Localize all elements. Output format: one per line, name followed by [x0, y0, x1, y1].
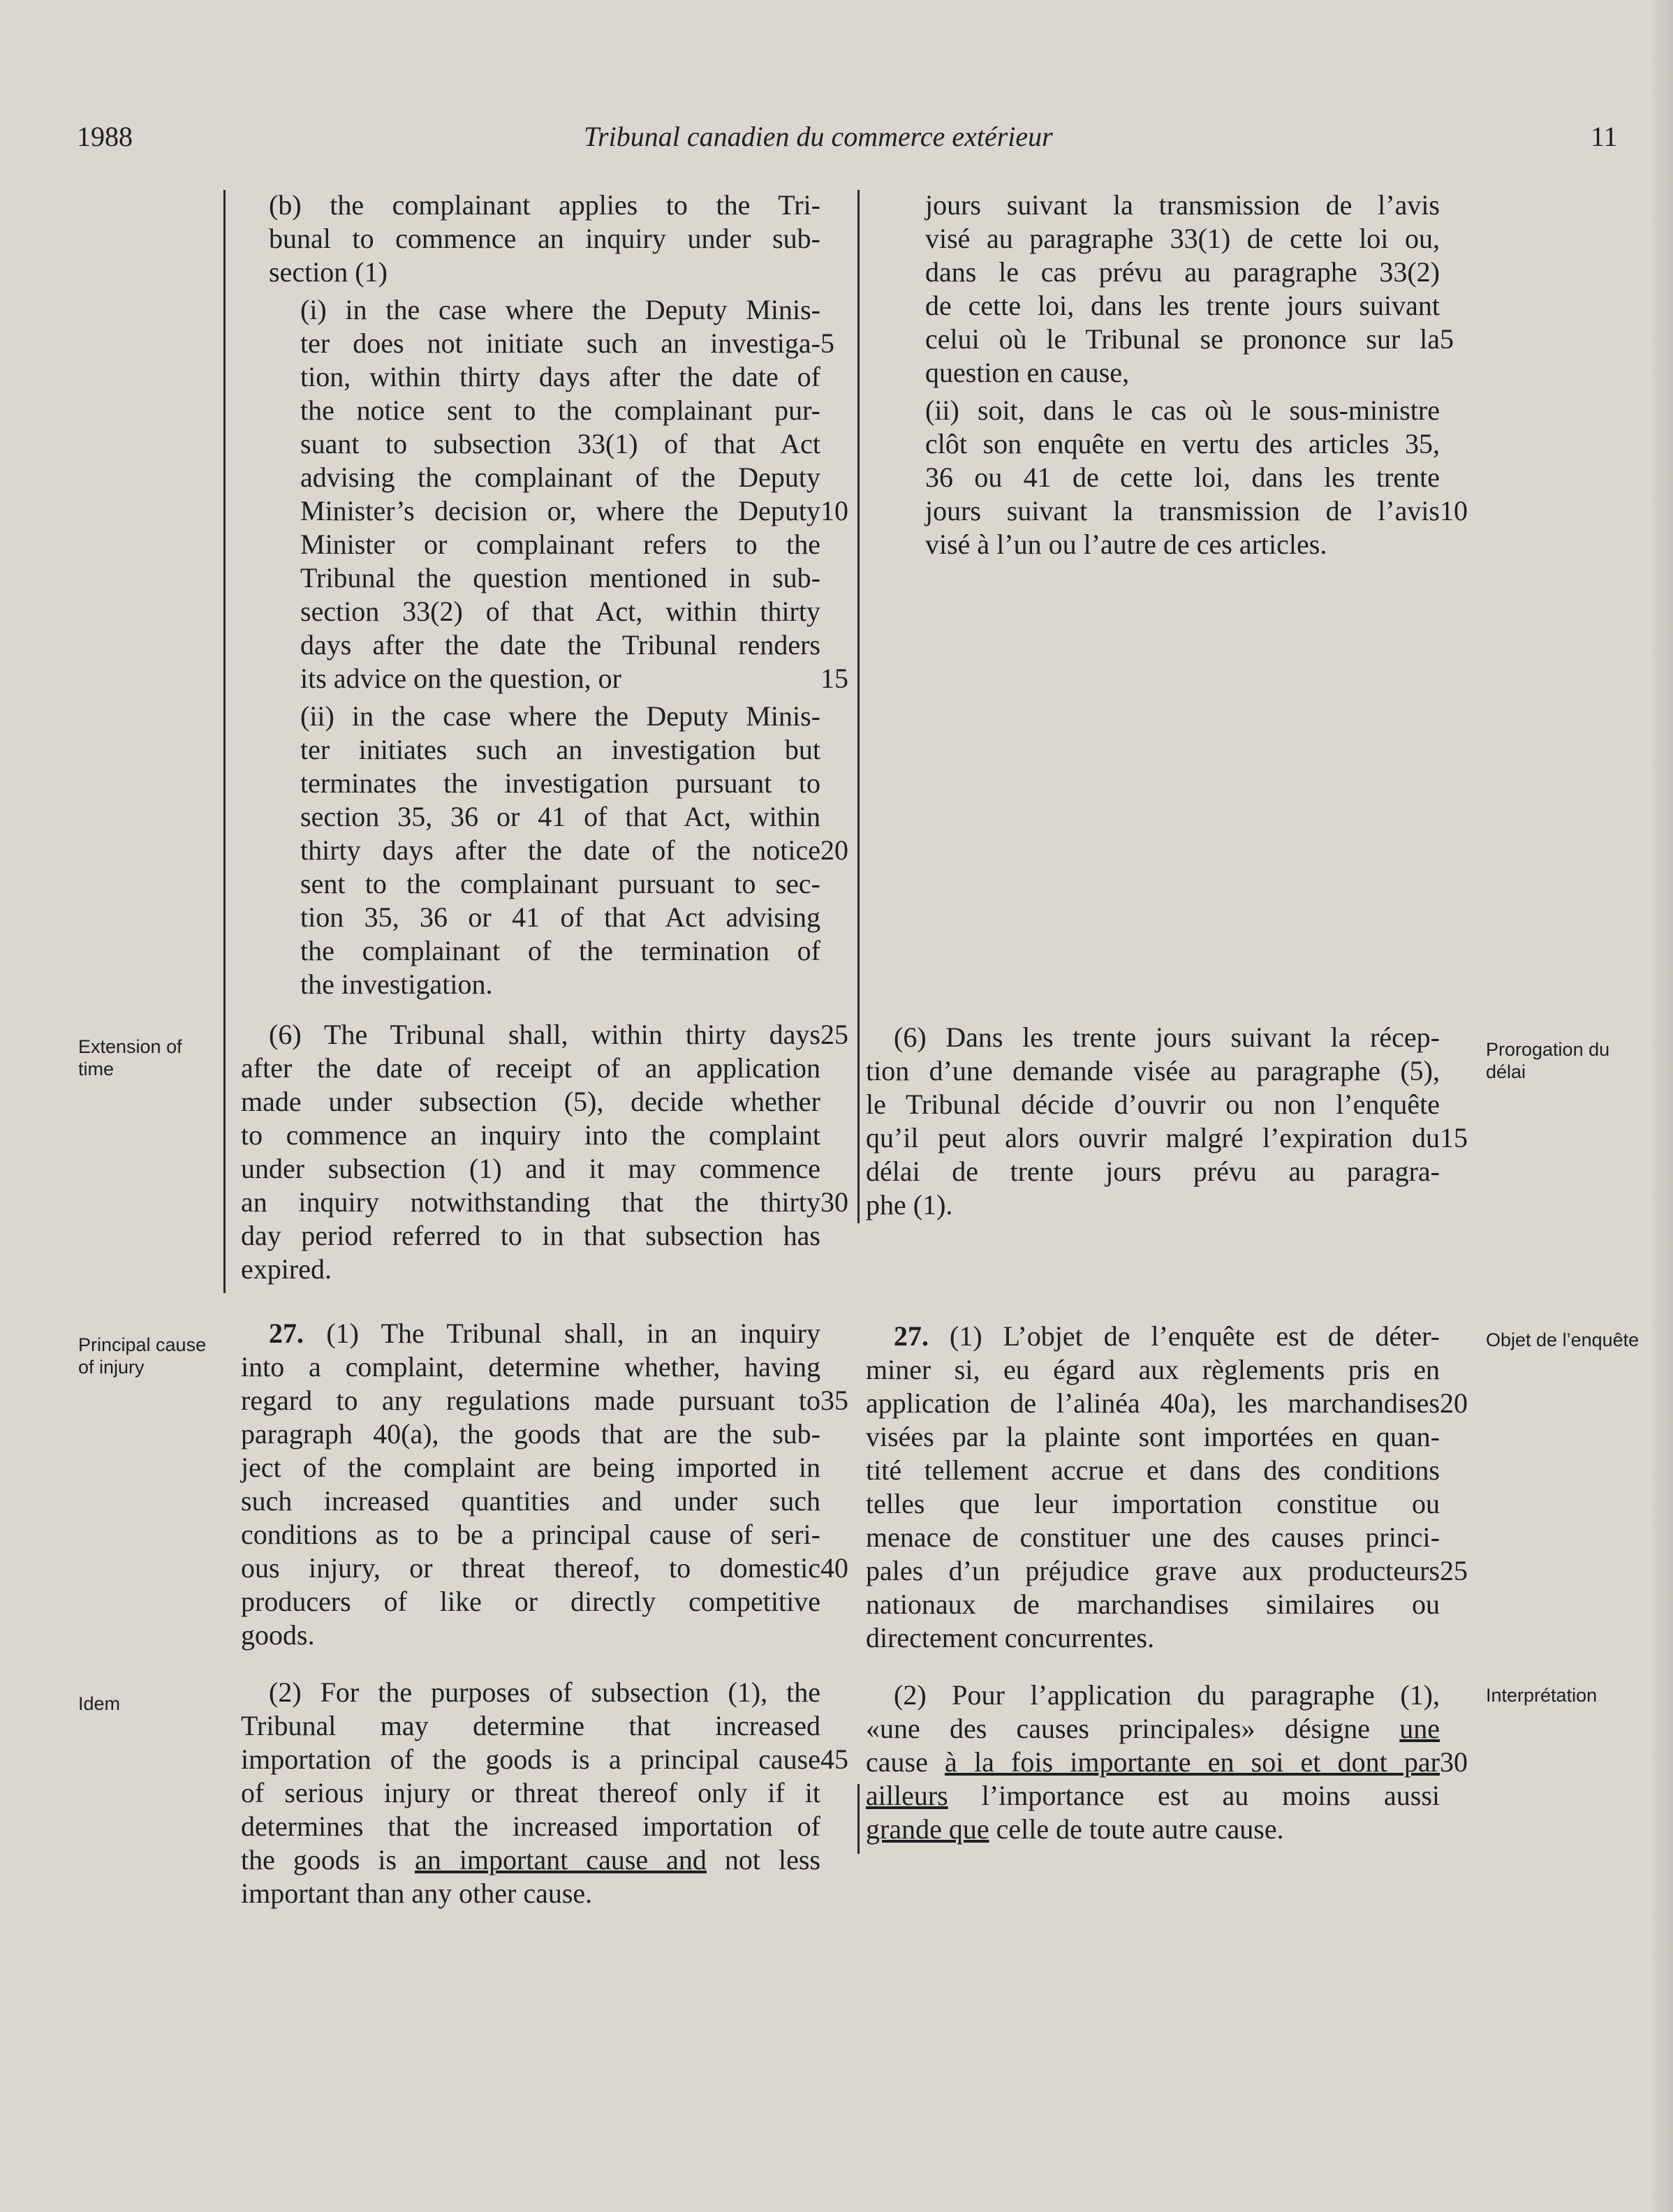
french-section-27-2 — [866, 1679, 1468, 1846]
text-line: into a complaint, determine whether, having — [241, 1351, 820, 1382]
header-year: 1988 — [77, 121, 133, 152]
text-line: after the date of receipt of an application — [241, 1052, 820, 1084]
text-line: its advice on the question, or — [300, 663, 621, 694]
line-number: 10 — [820, 495, 848, 526]
text-line: tion d’une demande visée au paragraphe (5), — [866, 1055, 1440, 1086]
amendment-line-left — [223, 190, 226, 1293]
text-line: advising the complainant of the Deputy — [300, 462, 820, 493]
underlined-text: grande que — [866, 1813, 989, 1845]
margin-note-principal-cause: Principal cause of injury — [78, 1334, 207, 1378]
text-line: question en cause, — [925, 357, 1130, 388]
text-segment: l’importance est au moins aussi — [948, 1780, 1440, 1811]
text-line: regard to any regulations made pursuant to — [241, 1385, 820, 1416]
line-number: 20 — [1440, 1387, 1468, 1419]
text-line: telles que leur importation constitue ou — [866, 1488, 1440, 1519]
text-line: visé au paragraphe 33(1) de cette loi ou, — [925, 223, 1440, 254]
underlined-text: ailleurs — [866, 1780, 948, 1811]
item-ii — [241, 700, 848, 1001]
line-number: 30 — [1440, 1746, 1468, 1778]
text-segment: «une des causes principales» désigne — [866, 1713, 1400, 1744]
text-line: ter does not initiate such an investiga- — [300, 327, 820, 359]
text-line: Minister’s decision or, where the Deputy — [300, 495, 820, 526]
english-section-27-2 — [241, 1676, 848, 1910]
french-para-6 — [866, 1021, 1468, 1222]
text-line: section (1) — [269, 256, 388, 288]
underlined-text: an important cause and — [415, 1844, 707, 1875]
text-line: application de l’alinéa 40a), les marchandises — [866, 1387, 1440, 1419]
text-line: goods. — [241, 1619, 315, 1651]
text-line: expired. — [241, 1253, 332, 1285]
text-line: such increased quantities and under such — [241, 1485, 820, 1517]
line-number: 20 — [820, 834, 848, 866]
text-line: determines that the increased importation of — [241, 1811, 820, 1842]
text-line: ous injury, or threat thereof, to domestic — [241, 1552, 820, 1584]
english-para-6-body — [241, 1052, 848, 1286]
text-line: qu’il peut alors ouvrir malgré l’expiration du — [866, 1122, 1440, 1153]
english-section-27-1 — [241, 1317, 848, 1652]
text-line: Tribunal the question mentioned in sub- — [300, 562, 820, 593]
text-line: an inquiry notwithstanding that the thirty — [241, 1186, 820, 1218]
text-line: (1) L’objet de l’enquête est de déter- — [929, 1320, 1440, 1352]
text-line: (ii) soit, dans le cas où le sous-ministre — [925, 395, 1440, 426]
text-line: the complainant of the termination of — [300, 935, 820, 966]
line-number: 30 — [820, 1186, 848, 1218]
amendment-line-center-2 — [857, 1040, 860, 1223]
text-line: directement concurrentes. — [866, 1622, 1155, 1653]
margin-note-extension-of-time: Extension of time — [78, 1036, 182, 1079]
text-line: section 33(2) of that Act, within thirty — [300, 596, 820, 627]
underlined-text: à la fois importante en soi et dont par — [945, 1746, 1440, 1778]
text-line: de cette loi, dans les trente jours suivant — [925, 290, 1440, 321]
text-line: 36 ou 41 de cette loi, dans les trente — [925, 462, 1440, 493]
text-line: jours suivant la transmission de l’avis — [925, 495, 1440, 526]
text-line: paragraph 40(a), the goods that are the sub- — [241, 1418, 820, 1450]
margin-note-idem: Idem — [78, 1693, 121, 1714]
margin-note-objet: Objet de l’enquête — [1486, 1329, 1639, 1350]
text-line: nationaux de marchandises similaires ou — [866, 1588, 1440, 1620]
item-b — [241, 189, 820, 289]
text-line: (ii) in the case where the Deputy Minis- — [300, 700, 820, 732]
text-line: (2) For the purposes of subsection (1), the — [269, 1676, 820, 1708]
text-line: important than any other cause. — [241, 1878, 593, 1909]
line-number: 10 — [1440, 495, 1468, 526]
line-number: 35 — [820, 1385, 848, 1416]
text-line: bunal to commence an inquiry under sub- — [269, 223, 820, 254]
text-line: Minister or complainant refers to the — [300, 529, 820, 560]
text-segment: celle de toute autre cause. — [989, 1813, 1284, 1845]
text-line: miner si, eu égard aux règlements pris en — [866, 1354, 1440, 1385]
page-number: 11 — [1591, 121, 1618, 152]
text-line: terminates the investigation pursuant to — [300, 767, 820, 799]
text-line: day period referred to in that subsection has — [241, 1220, 820, 1251]
text-line: to commence an inquiry into the complaint — [241, 1119, 820, 1151]
text-line: of serious injury or threat thereof only if it — [241, 1777, 820, 1808]
english-column — [241, 189, 848, 1910]
text-line: Tribunal may determine that increased — [241, 1710, 820, 1741]
text-line: visées par la plainte sont importées en quan- — [866, 1421, 1440, 1452]
underlined-text: une — [1399, 1713, 1440, 1744]
text-line: menace de constituer une des causes princi- — [866, 1521, 1440, 1553]
french-column — [866, 189, 1468, 1846]
text-line: the notice sent to the complainant pur- — [300, 395, 820, 426]
line-number: 40 — [820, 1552, 848, 1584]
text-line: pales d’un préjudice grave aux producteurs — [866, 1555, 1440, 1586]
text-line: thirty days after the date of the notice — [300, 834, 820, 866]
margin-note-prorogation: Prorogation du délai — [1486, 1039, 1610, 1082]
text-line: (2) Pour l’application du paragraphe (1), — [894, 1679, 1440, 1711]
text-line: tion 35, 36 or 41 of that Act advising — [300, 901, 820, 933]
text-segment: cause — [866, 1746, 945, 1778]
section-number: 27. — [894, 1320, 929, 1352]
text-line: (i) in the case where the Deputy Minis- — [300, 294, 820, 325]
text-line: celui où le Tribunal se prononce sur la — [925, 323, 1440, 355]
french-section-27-1 — [866, 1320, 1468, 1655]
text-line: importation of the goods is a principal cause — [241, 1743, 820, 1775]
header-title: Tribunal canadien du commerce extérieur — [584, 121, 1053, 152]
line-number: 5 — [1440, 323, 1454, 355]
text-line: tité tellement accrue et dans des conditions — [866, 1454, 1440, 1486]
text-segment: not less — [706, 1844, 820, 1875]
french-top — [866, 189, 1454, 390]
text-line: (6) Dans les trente jours suivant la récep- — [894, 1022, 1440, 1053]
text-line: phe (1). — [866, 1189, 953, 1221]
text-line: section 35, 36 or 41 of that Act, within — [300, 801, 820, 832]
line-number: 15 — [1440, 1122, 1468, 1153]
amendment-line-center — [857, 190, 860, 1040]
line-number: 25 — [820, 1019, 848, 1050]
line-number: 15 — [820, 663, 848, 694]
margin-note-interpretation: Interprétation — [1486, 1685, 1598, 1706]
amendment-line-center-3 — [857, 1784, 860, 1854]
text-line: (6) The Tribunal shall, within thirty days — [269, 1019, 820, 1050]
text-line: jours suivant la transmission de l’avis — [925, 189, 1440, 221]
line-number: 45 — [820, 1743, 848, 1775]
text-line: days after the date the Tribunal renders — [300, 629, 820, 661]
text-line: the investigation. — [300, 968, 493, 1000]
text-line: (1) The Tribunal shall, in an inquiry — [304, 1318, 820, 1349]
text-line: made under subsection (5), decide whether — [241, 1086, 820, 1117]
text-line: sent to the complainant pursuant to sec- — [300, 868, 820, 899]
section-number: 27. — [269, 1318, 304, 1349]
french-item-ii — [866, 394, 1468, 561]
text-line: dans le cas prévu au paragraphe 33(2) — [925, 256, 1440, 288]
text-line: clôt son enquête en vertu des articles 35, — [925, 428, 1440, 459]
line-number: 25 — [1440, 1555, 1468, 1586]
text-segment: the goods is — [241, 1844, 415, 1875]
text-line: ject of the complaint are being imported in — [241, 1452, 820, 1483]
text-line: suant to subsection 33(1) of that Act — [300, 428, 820, 459]
text-line: (b) the complainant applies to the Tri- — [269, 189, 820, 221]
text-line: tion, within thirty days after the date of — [300, 361, 820, 392]
text-line: délai de trente jours prévu au paragra- — [866, 1156, 1440, 1187]
text-line: conditions as to be a principal cause of seri- — [241, 1519, 820, 1550]
text-line: producers of like or directly competitive — [241, 1586, 820, 1617]
text-line: le Tribunal décide d’ouvrir ou non l’enquête — [866, 1089, 1440, 1120]
text-line: visé à l’un ou l’autre de ces articles. — [925, 529, 1327, 560]
page-edge-shadow — [1652, 0, 1673, 2212]
text-line: under subsection (1) and it may commence — [241, 1153, 820, 1184]
english-para-6 — [241, 1018, 848, 1052]
line-number: 5 — [820, 327, 834, 359]
item-i — [241, 293, 848, 695]
text-line: ter initiates such an investigation but — [300, 734, 820, 765]
